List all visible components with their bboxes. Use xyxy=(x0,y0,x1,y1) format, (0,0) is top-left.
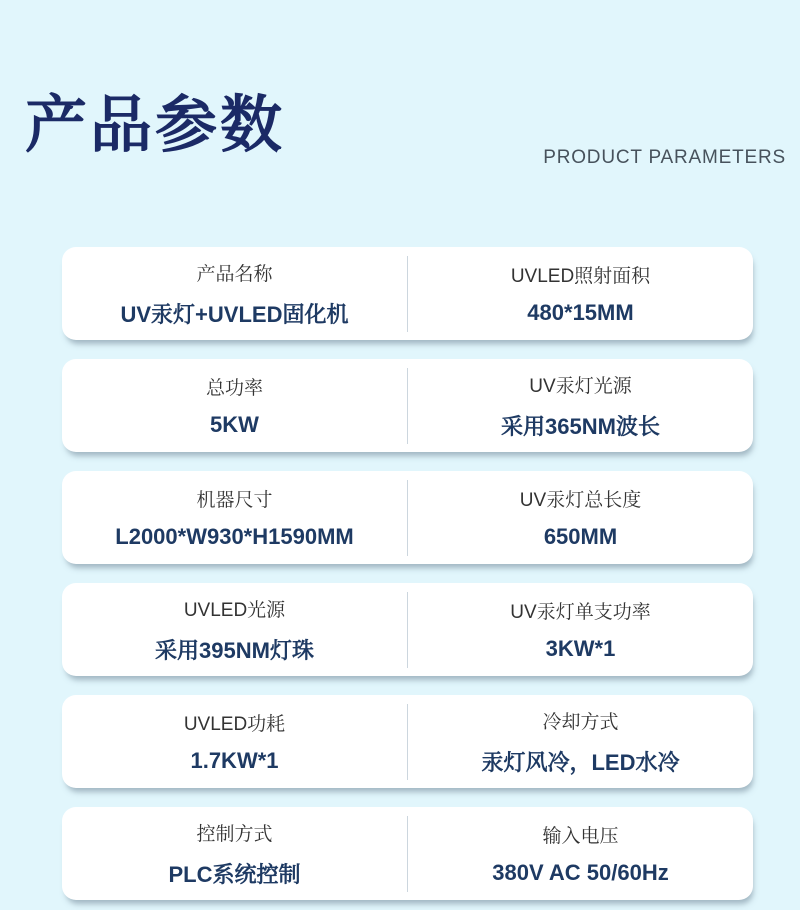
page-title: 产品参数 xyxy=(25,91,286,160)
spec-label: 产品名称 xyxy=(196,263,273,285)
page-subtitle: PRODUCT PARAMETERS xyxy=(543,147,786,168)
spec-cell-control-method xyxy=(62,807,407,900)
spec-cell-input-voltage xyxy=(408,807,753,900)
spec-label: 控制方式 xyxy=(196,823,273,845)
spec-value: L2000*W930*H1590MM xyxy=(115,524,354,549)
spec-value: 650MM xyxy=(543,524,618,549)
spec-cell-total-power xyxy=(62,359,407,452)
spec-value: PLC系统控制 xyxy=(168,861,301,887)
spec-label: 冷却方式 xyxy=(542,711,619,733)
spec-value: 480*15MM xyxy=(527,300,634,325)
spec-cell-uv-lamp-source xyxy=(408,359,753,452)
spec-cell-machine-size xyxy=(62,471,407,564)
spec-cell-uv-lamp-unit-power xyxy=(408,583,753,676)
spec-cell-uv-lamp-length xyxy=(408,471,753,564)
spec-label: UVLED照射面积 xyxy=(510,266,651,287)
spec-value: 汞灯风冷，LED水冷 xyxy=(481,749,680,775)
spec-card-row-6 xyxy=(62,807,753,900)
spec-value: 5KW xyxy=(210,412,259,437)
spec-label: UV汞灯单支功率 xyxy=(510,602,651,623)
spec-label: UV汞灯光源 xyxy=(529,375,632,397)
spec-cell-uvled-source xyxy=(62,583,407,676)
spec-label: 输入电压 xyxy=(542,826,619,847)
spec-card-row-2 xyxy=(62,359,753,452)
spec-cell-product-name xyxy=(62,247,407,340)
spec-value: 采用395NM灯珠 xyxy=(155,637,314,663)
spec-value: 采用365NM波长 xyxy=(501,413,660,439)
spec-value: 380V AC 50/60Hz xyxy=(492,860,669,885)
spec-card-row-3 xyxy=(62,471,753,564)
spec-cell-cooling-method xyxy=(408,695,753,788)
spec-value: UV汞灯+UVLED固化机 xyxy=(120,301,349,327)
spec-value: 3KW*1 xyxy=(545,636,616,661)
spec-card-list xyxy=(62,247,753,900)
spec-card-row-5 xyxy=(62,695,753,788)
spec-card-row-4 xyxy=(62,583,753,676)
spec-label: 机器尺寸 xyxy=(196,490,273,511)
page-header xyxy=(0,0,800,247)
spec-label: 总功率 xyxy=(205,378,263,399)
spec-cell-uvled-area xyxy=(408,247,753,340)
spec-label: UVLED光源 xyxy=(183,599,286,621)
spec-card-row-1 xyxy=(62,247,753,340)
spec-label: UVLED功耗 xyxy=(183,714,286,735)
spec-cell-uvled-consumption xyxy=(62,695,407,788)
spec-label: UV汞灯总长度 xyxy=(519,490,642,511)
spec-value: 1.7KW*1 xyxy=(190,748,279,773)
